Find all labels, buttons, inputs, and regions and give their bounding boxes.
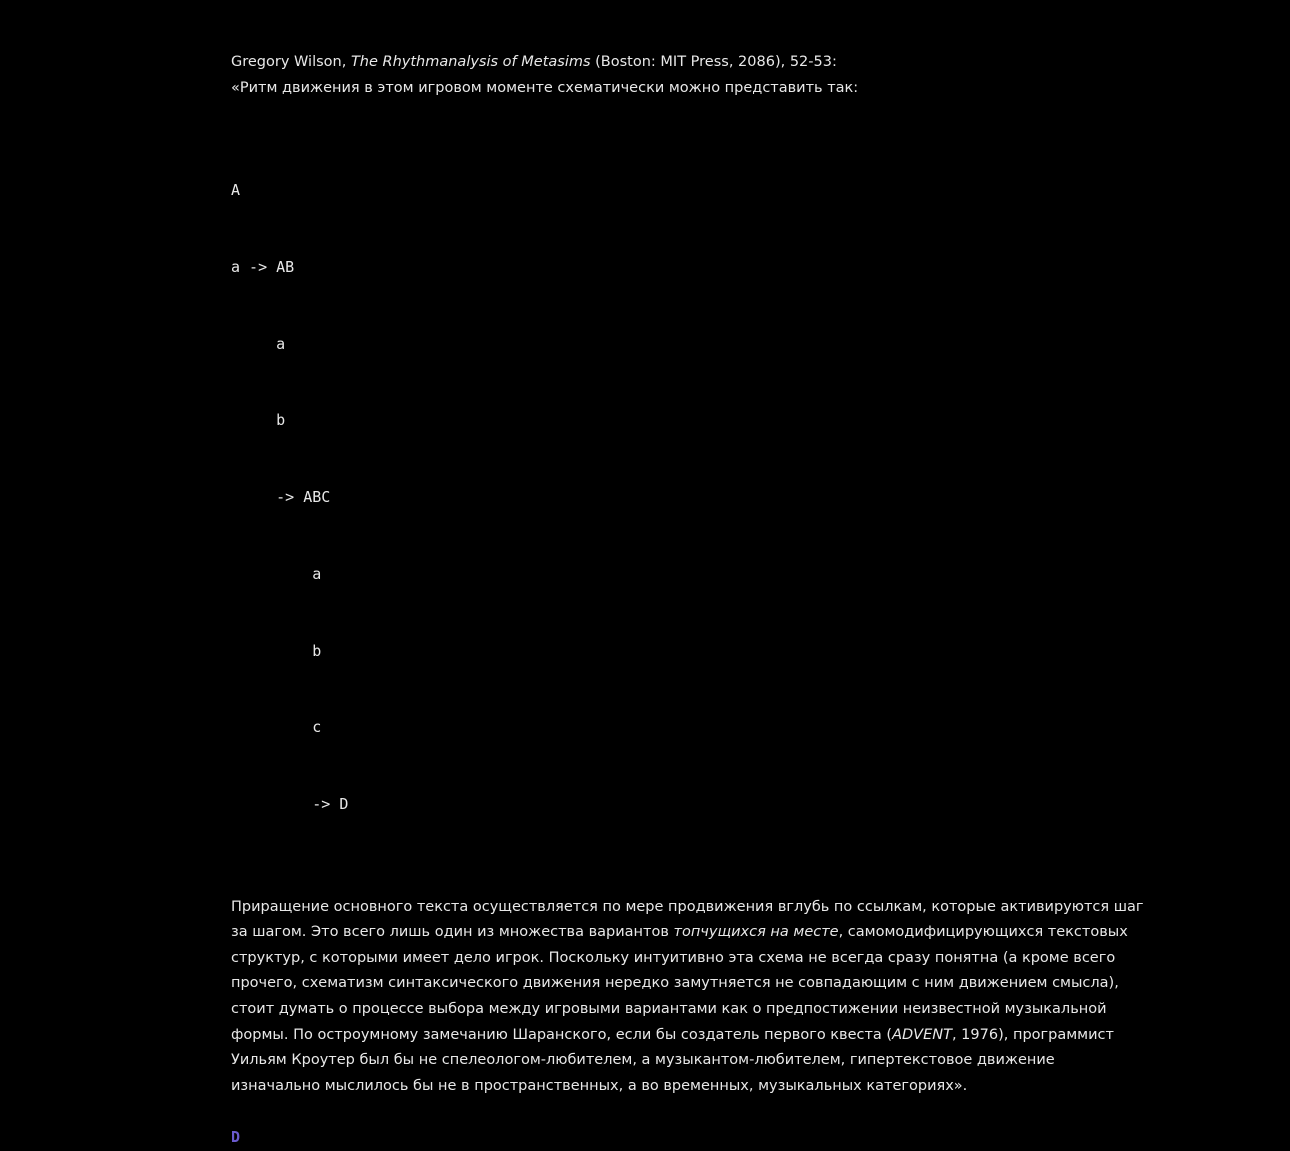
citation-book-title: The Rhythmanalysis of Metasims bbox=[350, 54, 591, 70]
schema-line: c bbox=[231, 718, 322, 737]
citation-publication: (Boston: MIT Press, 2086), 52-53: bbox=[590, 54, 837, 70]
paragraph-line: Приращение основного текста осуществляется по мере продвижения вглубь по ссылкам, которые активируются шаг bbox=[231, 898, 1144, 915]
schema-line: a bbox=[231, 564, 322, 583]
paragraph-line bbox=[231, 1023, 1114, 1049]
schema-line: A bbox=[231, 180, 241, 199]
paragraph-line: Уильям Кроутер был бы не спелеологом-любителем, а музыкантом-любителем, гипертекстовое движение bbox=[231, 1052, 1055, 1069]
citation-line bbox=[231, 50, 1111, 76]
paragraph-text: формы. По остроумному замечанию Шаранского, если бы создатель первого квеста ( bbox=[231, 1026, 893, 1043]
citation-author: Gregory Wilson, bbox=[231, 54, 351, 70]
main-paragraph bbox=[231, 895, 1144, 1100]
schema-line: b bbox=[231, 641, 322, 660]
schema-line: a bbox=[231, 334, 286, 353]
paragraph-text: , 1976), программист bbox=[951, 1026, 1114, 1043]
schema-line: -> D bbox=[231, 795, 349, 814]
schema-line: a -> AB bbox=[231, 257, 295, 276]
paragraph-text: , самомодифицирующихся текстовых bbox=[838, 924, 1128, 941]
intro-line: «Ритм движения в этом игровом моменте схематически можно представить так: bbox=[231, 79, 859, 96]
paragraph-line: структур, с которыми имеет дело игрок. Поскольку интуитивно эта схема не всегда сразу понятна (а кроме всего bbox=[231, 949, 1116, 966]
schema-line: -> ABC bbox=[231, 488, 331, 507]
paragraph-line bbox=[231, 920, 1128, 946]
schema-line: b bbox=[231, 411, 286, 430]
rhythm-schema bbox=[231, 127, 1111, 869]
paragraph-line: стоит думать о процессе выбора между игровыми вариантами как о предпостижении неизвестной музыкальной bbox=[231, 1000, 1107, 1017]
document-body bbox=[231, 50, 1144, 1151]
paragraph-text: за шагом. Это всего лишь один из множества вариантов bbox=[231, 924, 674, 941]
paragraph-line: изначально мыслилось бы не в пространственных, а во временных, музыкальных категориях». bbox=[231, 1077, 968, 1094]
paragraph-emphasis: ADVENT bbox=[892, 1026, 952, 1043]
next-passage-link[interactable]: D bbox=[231, 1127, 241, 1146]
paragraph-emphasis: топчущихся на месте bbox=[673, 924, 839, 941]
paragraph-line: прочего, схематизм синтаксического движения нередко замутняется не совпадающим с ним движением смысла), bbox=[231, 975, 1119, 992]
